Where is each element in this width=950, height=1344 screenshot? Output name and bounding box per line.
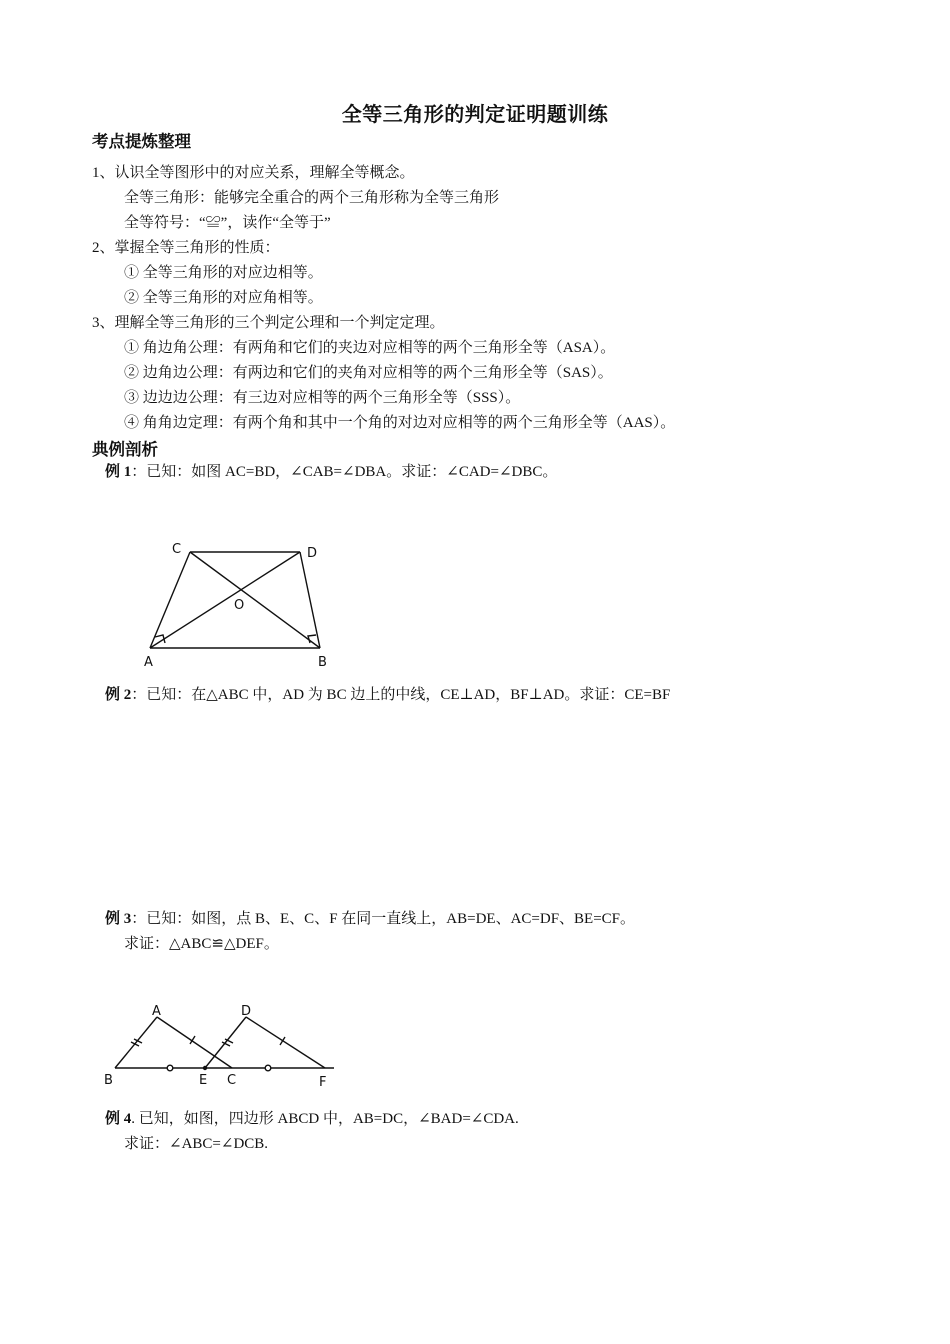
- example-3-label: 例 3: [105, 911, 132, 927]
- point-1: 1、认识全等图形中的对应关系，理解全等概念。: [92, 165, 415, 181]
- label-c: C: [172, 542, 182, 557]
- figure-1-trapezoid: [140, 535, 340, 675]
- example-4: [105, 1109, 519, 1129]
- point-e: [203, 1066, 207, 1070]
- label-o: O: [234, 598, 245, 613]
- label-d: D: [307, 546, 318, 561]
- segment-bd: [300, 552, 320, 648]
- point-2-angles: ② 全等三角形的对应角相等。: [124, 290, 323, 306]
- segment-ac: [150, 552, 190, 648]
- segment-de: [205, 1017, 246, 1068]
- label-d: D: [241, 1004, 252, 1019]
- label-a: A: [152, 1004, 161, 1019]
- diagonal-bc: [190, 552, 320, 648]
- label-c: C: [227, 1073, 237, 1088]
- example-1-label: 例 1: [105, 464, 132, 480]
- section-heading-examples: 典例剖析: [92, 440, 158, 459]
- example-2-text: ：已知：在△ABC 中，AD 为 BC 边上的中线，CE⊥AD，BF⊥AD。求证：CE=BF: [131, 687, 671, 703]
- example-3-prove: 求证：△ABC≌△DEF。: [124, 936, 279, 952]
- example-3: [105, 909, 635, 929]
- figure-3-triangles: [100, 995, 340, 1090]
- diagonal-ad: [150, 552, 300, 648]
- example-3-text: ：已知：如图，点 B、E、C、F 在同一直线上，AB=DE、AC=DF、BE=CF。: [131, 911, 636, 927]
- label-e: E: [199, 1073, 208, 1088]
- example-2-label: 例 2: [105, 687, 132, 703]
- circle-mark-be: [167, 1065, 173, 1071]
- segment-ab: [115, 1017, 157, 1068]
- segment-df: [246, 1017, 325, 1068]
- circle-mark-cf: [265, 1065, 271, 1071]
- example-1-text: ：已知：如图 AC=BD，∠CAB=∠DBA。求证：∠CAD=∠DBC。: [131, 464, 558, 480]
- page-title: 全等三角形的判定证明题训练: [341, 102, 609, 126]
- point-1-symbol: 全等符号：“≌”，读作“全等于”: [124, 215, 331, 231]
- point-3-sas: ② 边角边公理：有两边和它们的夹角对应相等的两个三角形全等（SAS）。: [124, 365, 613, 381]
- label-b: B: [318, 655, 327, 670]
- example-2: [105, 685, 670, 705]
- point-3-sss: ③ 边边边公理：有三边对应相等的两个三角形全等（SSS）。: [124, 390, 521, 406]
- point-3-aas: ④ 角角边定理：有两个角和其中一个角的对边对应相等的两个三角形全等（AAS）。: [124, 415, 676, 431]
- point-2-sides: ① 全等三角形的对应边相等。: [124, 265, 323, 281]
- example-4-prove: 求证：∠ABC=∠DCB.: [124, 1136, 269, 1152]
- point-3-asa: ① 角边角公理：有两角和它们的夹边对应相等的两个三角形全等（ASA）。: [124, 340, 616, 356]
- label-f: F: [319, 1075, 327, 1090]
- point-2: 2、掌握全等三角形的性质：: [92, 240, 280, 256]
- example-1: [105, 462, 557, 482]
- point-3: 3、理解全等三角形的三个判定公理和一个判定定理。: [92, 315, 445, 331]
- example-4-text: . 已知，如图，四边形 ABCD 中，AB=DC，∠BAD=∠CDA.: [131, 1111, 519, 1127]
- label-b: B: [104, 1073, 113, 1088]
- label-a: A: [144, 655, 153, 670]
- example-4-label: 例 4: [105, 1111, 132, 1127]
- point-1-definition: 全等三角形：能够完全重合的两个三角形称为全等三角形: [124, 190, 500, 206]
- segment-ac: [157, 1017, 232, 1068]
- section-heading-key-points: 考点提炼整理: [92, 132, 191, 151]
